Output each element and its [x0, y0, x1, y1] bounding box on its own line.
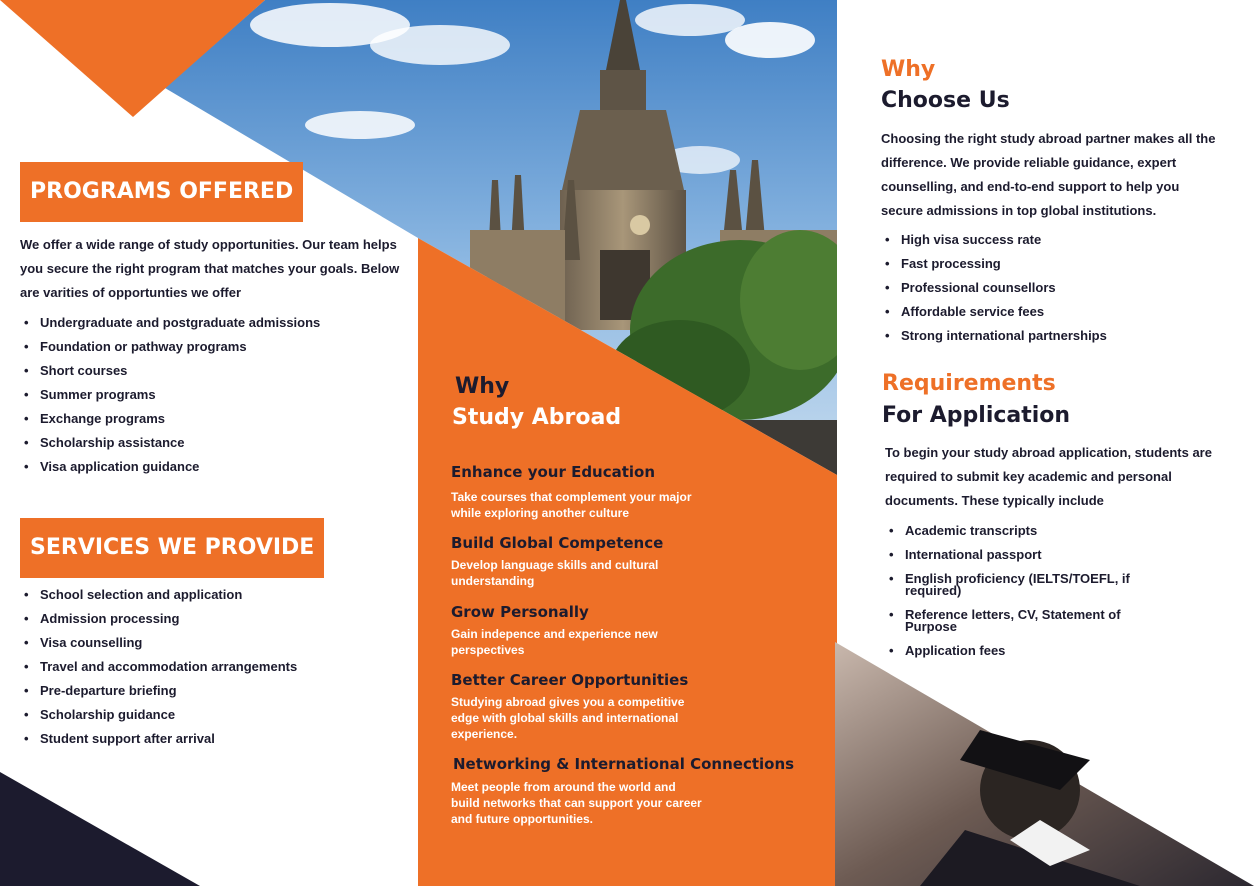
list-item: • Summer programs — [20, 383, 400, 407]
services-badge: SERVICES WE PROVIDE — [20, 518, 324, 578]
list-item: • Exchange programs — [20, 407, 400, 431]
corner-triangle-bottom — [0, 772, 200, 886]
list-item: • Foundation or pathway programs — [20, 335, 400, 359]
list-item: • Scholarship assistance — [20, 431, 400, 455]
section-heading-networking: Networking & International Connections — [453, 755, 795, 773]
list-item: • Fast processing — [881, 252, 1221, 276]
section-text-education: Take courses that complement your major while exploring another culture — [451, 490, 692, 520]
list-item: • Scholarship guidance — [20, 703, 400, 727]
graduate-photo — [835, 642, 1254, 886]
list-item: • Application fees — [885, 645, 1130, 657]
why-title-orange: Why — [881, 57, 936, 82]
for-application-title: For Application — [882, 403, 1071, 428]
requirements-title: Requirements — [882, 371, 1056, 396]
why-list — [881, 228, 1221, 348]
requirements-list — [885, 525, 1130, 669]
list-item: • Student support after arrival — [20, 727, 400, 751]
programs-intro: We offer a wide range of study opportunities. Our team helps you secure the right program that matches your goals. Below are varities of opportunties we offer — [20, 237, 400, 300]
list-item: • Academic transcripts — [885, 525, 1130, 537]
list-item: • School selection and application — [20, 583, 400, 607]
programs-list — [20, 311, 400, 479]
section-text-career: Studying abroad gives you a competitive edge with global skills and international experience. — [451, 695, 685, 741]
list-item: • Admission processing — [20, 607, 400, 631]
list-item: • Strong international partnerships — [881, 324, 1221, 348]
middle-title-study-abroad: Study Abroad — [452, 405, 622, 430]
list-item: • Visa application guidance — [20, 455, 400, 479]
list-item: • Visa counselling — [20, 631, 400, 655]
section-heading-personal: Grow Personally — [451, 603, 589, 621]
list-item: • Reference letters, CV, Statement of Purpose — [885, 609, 1130, 633]
list-item: • Professional counsellors — [881, 276, 1221, 300]
why-intro: Choosing the right study abroad partner makes all the difference. We provide reliable guidance, expert counselling, and end-to-end support to help you secure admissions in top global institutions. — [881, 131, 1216, 218]
middle-title-why: Why — [455, 374, 510, 399]
section-heading-career: Better Career Opportunities — [451, 671, 689, 689]
list-item: • Pre-departure briefing — [20, 679, 400, 703]
list-item: • Undergraduate and postgraduate admissions — [20, 311, 400, 335]
choose-us-title: Choose Us — [881, 88, 1010, 113]
list-item: • Short courses — [20, 359, 400, 383]
list-item: • Travel and accommodation arrangements — [20, 655, 400, 679]
programs-badge: PROGRAMS OFFERED — [20, 162, 303, 222]
section-text-personal: Gain indepence and experience new perspectives — [451, 627, 658, 657]
section-heading-competence: Build Global Competence — [451, 534, 664, 552]
requirements-intro: To begin your study abroad application, students are required to submit key academic and personal documents. These typically include — [885, 445, 1212, 508]
list-item: • High visa success rate — [881, 228, 1221, 252]
section-heading-education: Enhance your Education — [451, 463, 656, 481]
list-item: • Affordable service fees — [881, 300, 1221, 324]
list-item: • English proficiency (IELTS/TOEFL, if required) — [885, 573, 1130, 597]
services-list — [20, 583, 400, 751]
section-text-competence: Develop language skills and cultural understanding — [451, 558, 659, 588]
list-item: • International passport — [885, 549, 1130, 561]
section-text-networking: Meet people from around the world and build networks that can support your career and future opportunities. — [451, 780, 702, 826]
